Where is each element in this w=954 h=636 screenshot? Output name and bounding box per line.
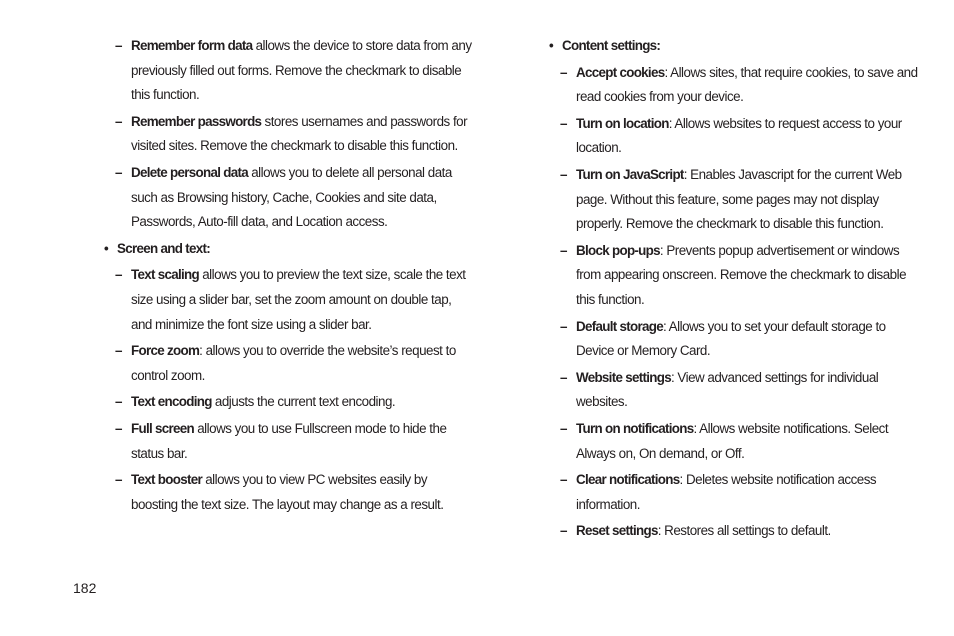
bullet-marker: • bbox=[104, 240, 109, 256]
bullet-marker: • bbox=[549, 38, 554, 53]
item-description: allows you to use Fullscreen mode to hide the status bar. bbox=[131, 420, 447, 461]
dash-marker: – bbox=[560, 166, 567, 182]
item-term: Turn on JavaScript bbox=[576, 166, 684, 182]
list-item-text-scaling bbox=[104, 263, 474, 337]
dash-marker: – bbox=[115, 38, 122, 53]
item-description: : Deletes website notification access information. bbox=[576, 472, 877, 512]
list-item-full-screen bbox=[104, 417, 474, 466]
dash-marker: – bbox=[115, 267, 122, 283]
item-term: Block pop-ups bbox=[576, 242, 660, 258]
item-term: Remember passwords bbox=[131, 113, 262, 129]
list-item-turn-on-notifications bbox=[549, 417, 919, 466]
list-item-delete-personal-data bbox=[104, 161, 474, 235]
list-item-turn-on-javascript bbox=[549, 163, 919, 237]
item-description: : Allows you to set your default storage to Device or Memory Card. bbox=[576, 318, 886, 359]
item-description: allows you to preview the text size, scale the text size using a slider bar, set the zoom amount on double tap, and minimize the font size using a slider bar. bbox=[131, 267, 466, 332]
item-term: Turn on notifications bbox=[576, 420, 694, 436]
item-description: stores usernames and passwords for visited sites. Remove the checkmark to disable this function. bbox=[131, 113, 468, 154]
item-term: Full screen bbox=[131, 420, 194, 436]
section-heading-label: Screen and text: bbox=[117, 240, 210, 256]
list-item-default-storage bbox=[549, 315, 919, 364]
dash-marker: – bbox=[115, 472, 122, 488]
item-description: : View advanced settings for individual websites. bbox=[576, 369, 879, 410]
dash-marker: – bbox=[560, 523, 567, 539]
dash-marker: – bbox=[115, 164, 122, 180]
list-item-reset-settings bbox=[549, 519, 919, 544]
item-term: Text encoding bbox=[131, 394, 212, 410]
dash-marker: – bbox=[560, 115, 567, 131]
dash-marker: – bbox=[560, 420, 567, 436]
list-item-block-pop-ups bbox=[549, 239, 919, 313]
section-heading-label: Content settings: bbox=[562, 38, 661, 53]
item-description: adjusts the current text encoding. bbox=[211, 394, 396, 410]
item-description: : Allows sites, that require cookies, to save and read cookies from your device. bbox=[576, 64, 918, 105]
dash-marker: – bbox=[560, 318, 567, 334]
dash-marker: – bbox=[115, 394, 122, 410]
item-term: Force zoom bbox=[131, 343, 200, 359]
list-item-website-settings bbox=[549, 366, 919, 415]
list-item-text-booster bbox=[104, 468, 474, 517]
page-number: 182 bbox=[73, 580, 97, 596]
item-description: : Prevents popup advertisement or windows from appearing onscreen. Remove the checkmark to disable this function. bbox=[576, 242, 907, 307]
dash-marker: – bbox=[560, 64, 567, 80]
item-term: Default storage bbox=[576, 318, 663, 334]
item-term: Text scaling bbox=[131, 267, 200, 283]
left-column bbox=[104, 34, 474, 519]
item-term: Reset settings bbox=[576, 523, 658, 539]
item-description: allows the device to store data from any previously filled out forms. Remove the checkmark to disable this function. bbox=[131, 38, 472, 103]
item-description: allows you to view PC websites easily by boosting the text size. The layout may change as a result. bbox=[131, 472, 444, 512]
item-term: Remember form data bbox=[131, 38, 253, 53]
dash-marker: – bbox=[560, 369, 567, 385]
dash-marker: – bbox=[560, 242, 567, 258]
item-description: allows you to delete all personal data such as Browsing history, Cache, Cookies and site data, Passwords, Auto-fill data, and Location access. bbox=[131, 164, 452, 230]
item-term: Website settings bbox=[576, 369, 671, 385]
dash-marker: – bbox=[115, 343, 122, 359]
dash-marker: – bbox=[115, 113, 122, 129]
list-item-text-encoding bbox=[104, 390, 474, 415]
item-description: : allows you to override the website’s request to control zoom. bbox=[131, 343, 456, 383]
item-term: Text booster bbox=[131, 472, 202, 488]
list-item-remember-passwords bbox=[104, 110, 474, 159]
list-item-turn-on-location bbox=[549, 112, 919, 161]
right-column bbox=[549, 34, 919, 546]
item-description: : Allows websites to request access to your location. bbox=[576, 115, 902, 156]
section-heading-screen-and-text bbox=[104, 237, 474, 262]
list-item-clear-notifications bbox=[549, 468, 919, 517]
list-item-remember-form-data bbox=[104, 34, 474, 108]
item-description: : Enables Javascript for the current Web page. Without this feature, some pages may not display properly. Remove the checkmark to disable this function. bbox=[576, 166, 902, 232]
dash-marker: – bbox=[560, 472, 567, 488]
dash-marker: – bbox=[115, 420, 122, 436]
item-description: : Allows website notifications. Select Always on, On demand, or Off. bbox=[576, 420, 889, 461]
item-term: Delete personal data bbox=[131, 164, 248, 180]
item-term: Turn on location bbox=[576, 115, 669, 131]
list-item-accept-cookies bbox=[549, 61, 919, 110]
item-term: Accept cookies bbox=[576, 64, 665, 80]
list-item-force-zoom bbox=[104, 339, 474, 388]
item-description: : Restores all settings to default. bbox=[657, 523, 831, 539]
item-term: Clear notifications bbox=[576, 472, 680, 488]
section-heading-content-settings bbox=[549, 34, 919, 59]
